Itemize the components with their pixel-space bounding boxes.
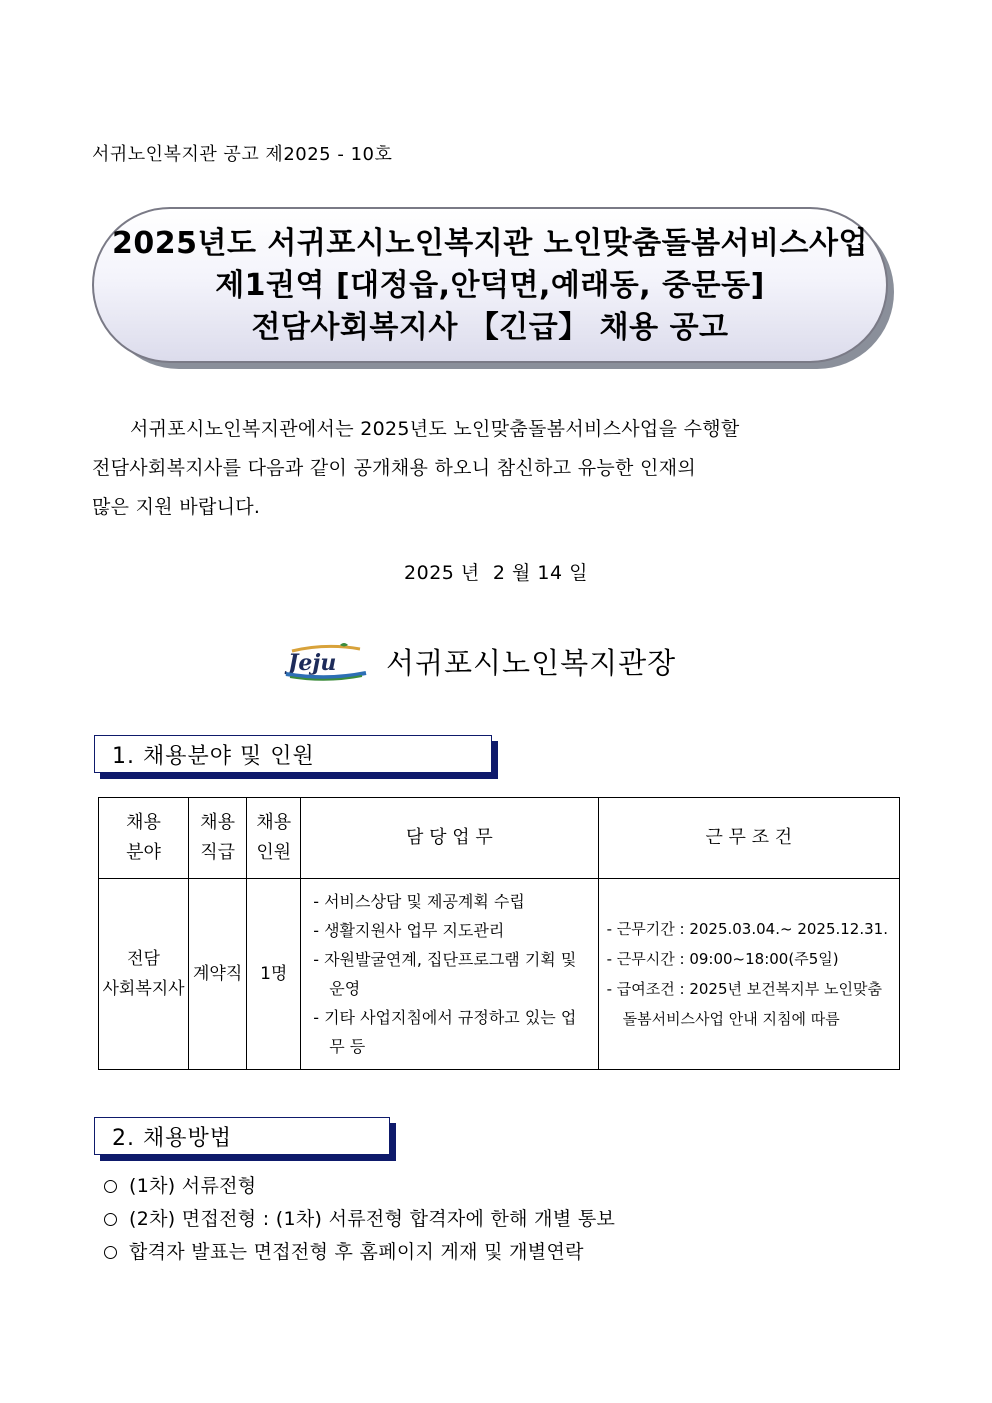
circle-bullet-icon xyxy=(104,1246,117,1259)
duty-item: - 자원발굴연계, 집단프로그램 기획 및 운영 xyxy=(313,950,577,998)
header-count: 채용 인원 xyxy=(247,798,301,879)
cell-rank: 계약직 xyxy=(189,879,247,1070)
duty-item: - 생활지원사 업무 지도관리 xyxy=(313,921,505,940)
duty-item: - 서비스상담 및 제공계획 수립 xyxy=(313,892,525,911)
title-line-3: 전담사회복지사 【긴급】 채용 공고 xyxy=(251,310,729,345)
condition-item: - 급여조건 : 2025년 보건복지부 노인맞춤돌봄서비스사업 안내 지침에 따름 xyxy=(606,980,882,1028)
jeju-logo-icon xyxy=(282,641,370,681)
header-rank: 채용 직급 xyxy=(189,798,247,879)
table-row xyxy=(99,879,900,1070)
section-2-title: 2. 채용방법 xyxy=(112,1126,232,1151)
title-banner xyxy=(92,207,888,363)
header-duties: 담 당 업 무 xyxy=(301,798,598,879)
list-item: 합격자 발표는 면접전형 후 홈페이지 게재 및 개별연락 xyxy=(104,1236,615,1269)
intro-paragraph xyxy=(92,410,892,527)
signer-name: 서귀포시노인복지관장 xyxy=(386,645,677,680)
table-header-row xyxy=(99,798,900,879)
title-line-1: 2025년도 서귀포시노인복지관 노인맞춤돌봄서비스사업 xyxy=(112,226,868,261)
recruitment-table xyxy=(98,797,900,1070)
duty-item: - 기타 사업지침에서 규정하고 있는 업무 등 xyxy=(313,1008,577,1056)
logo-text: Jeju xyxy=(288,650,337,676)
intro-line-3: 많은 지원 바랍니다. xyxy=(92,496,261,518)
signer-block xyxy=(282,636,676,686)
header-field: 채용 분야 xyxy=(99,798,189,879)
intro-line-2: 전담사회복지사를 다음과 같이 공개채용 하오니 참신하고 유능한 인재의 xyxy=(92,457,696,479)
cell-field: 전담 사회복지사 xyxy=(99,879,189,1070)
notice-number: 서귀노인복지관 공고 제2025 - 10호 xyxy=(92,144,393,165)
cell-count: 1명 xyxy=(247,879,301,1070)
title-line-2: 제1권역 [대정읍,안덕면,예래동, 중문동] xyxy=(215,268,765,303)
header-conditions: 근 무 조 건 xyxy=(598,798,899,879)
circle-bullet-icon xyxy=(104,1213,117,1226)
section-1-heading xyxy=(94,735,492,773)
section-1-title: 1. 채용분야 및 인원 xyxy=(112,744,315,769)
list-item: (2차) 면접전형 : (1차) 서류전형 합격자에 한해 개별 통보 xyxy=(104,1203,615,1236)
list-item: (1차) 서류전형 xyxy=(104,1170,615,1203)
intro-line-1: 서귀포시노인복지관에서는 2025년도 노인맞춤돌봄서비스사업을 수행할 xyxy=(130,418,740,440)
notice-date: 2025 년 2 월 14 일 xyxy=(404,562,588,584)
cell-conditions xyxy=(598,879,899,1070)
circle-bullet-icon xyxy=(104,1180,117,1193)
condition-item: - 근무기간 : 2025.03.04.~ 2025.12.31. xyxy=(606,920,888,938)
page-title xyxy=(92,223,888,349)
method-list xyxy=(104,1170,615,1269)
cell-duties xyxy=(301,879,598,1070)
condition-item: - 근무시간 : 09:00~18:00(주5일) xyxy=(606,950,839,968)
section-2-heading xyxy=(94,1117,390,1155)
